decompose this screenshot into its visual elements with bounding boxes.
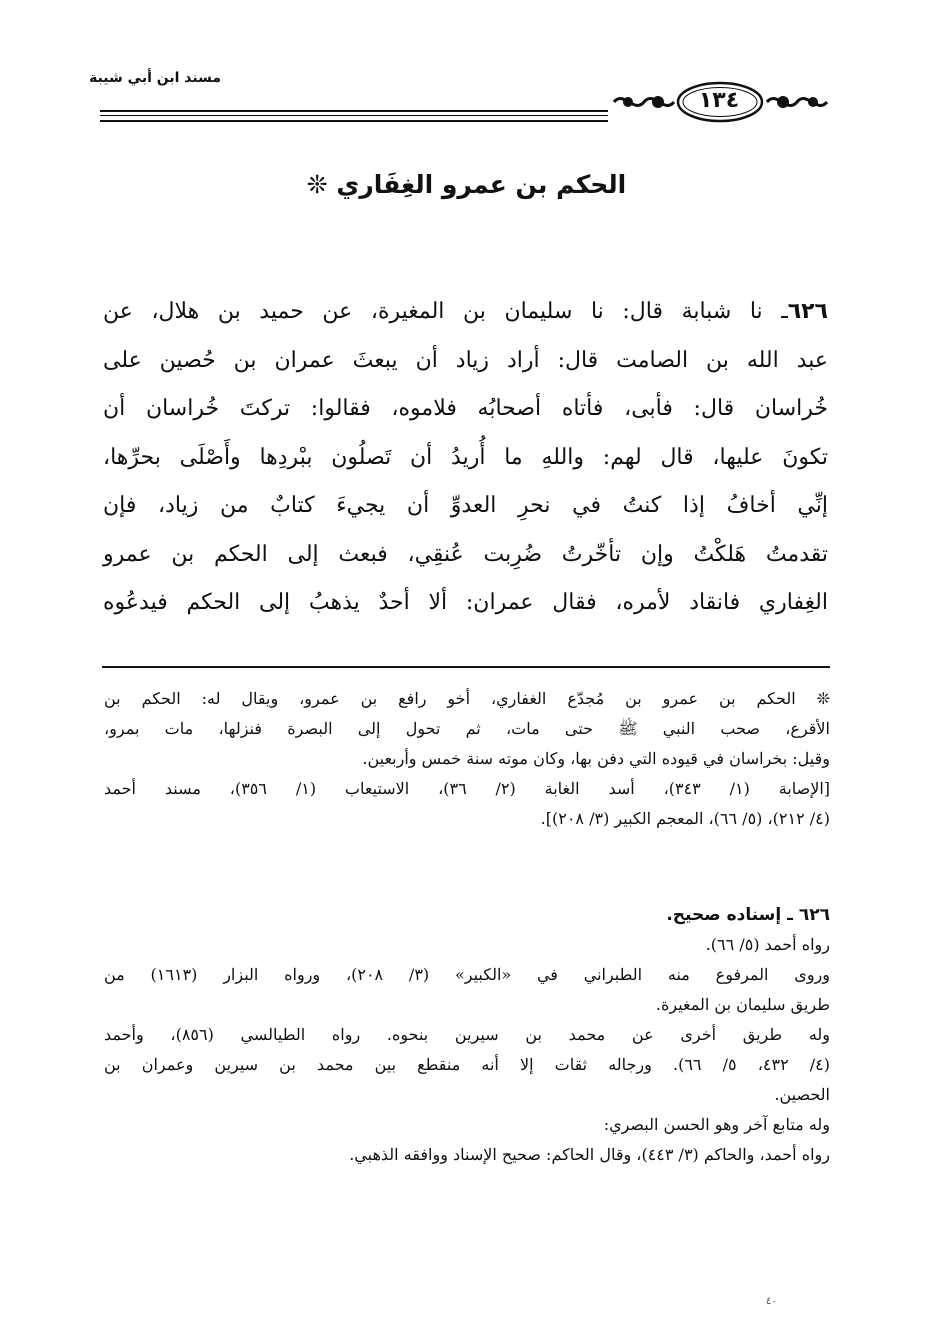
- corner-mark: ٤٠: [766, 1296, 777, 1307]
- page-number: ١٣٤: [698, 88, 740, 113]
- chapter-title: الحكم بن عمرو الغِفَاري ❊: [306, 170, 627, 199]
- footnote-line: وقيل: بخراسان في قيوده التي دفن بها، وكان موته سنة خمس وأربعين.: [362, 749, 830, 768]
- footnote-line: (٤/ ٢١٢)، (٥/ ٦٦)، المعجم الكبير (٣/ ٢٠٨)].: [540, 809, 830, 828]
- takhrij-heading: ٦٢٦ ـ إسناده صحيح.: [666, 905, 830, 925]
- footnote-line: رواه أحمد، والحاكم (٣/ ٤٤٣)، وقال الحاكم: صحيح الإسناد ووافقه الذهبي.: [349, 1145, 830, 1164]
- footnote-line: طريق سليمان بن المغيرة.: [655, 995, 830, 1014]
- footnote-line: [الإصابة (١/ ٣٤٣)، أسد الغابة (٢/ ٣٦)، الاستيعاب (١/ ٣٥٦)، مسند أحمد: [104, 779, 831, 798]
- running-head: مسند ابن أبي شيبة: [89, 70, 221, 86]
- narration-line: خُراسان قال: فأبى، فأتاه أصحابُه فلاموه، فقالوا: تركتَ خُراسان أن: [103, 396, 828, 421]
- narration-line: الغِفاري فانقاد لأمره، فقال عمران: ألا أحدٌ يذهبُ إلى الحكم فيدعُوه: [103, 590, 828, 615]
- footnote-line: وروى المرفوع منه الطبراني في «الكبير» (٣/ ٢٠٨)، ورواه البزار (١٦١٣) من: [104, 965, 831, 984]
- narration-line: إنِّي أخافُ إذا كنتُ في نحرِ العدوِّ أن يجيءَ كتابٌ من زياد، فإن: [103, 493, 828, 518]
- footnote-line: ❊ الحكم بن عمرو بن مُجدّع الغفاري، أخو رافع بن عمرو، ويقال له: الحكم بن: [104, 689, 830, 708]
- biography-footnote: [104, 684, 830, 834]
- takhrij-footnote: [104, 900, 830, 1170]
- narration-line: تكونَ عليها، قال لهم: واللهِ ما أُريدُ أن تَصلُون ببْردِها وأَصْلَى بحرِّها،: [103, 444, 828, 470]
- footnote-line: الأقرع، صحب النبي ﷺ حتى مات، ثم تحول إلى البصرة فنزلها، مات بمرو،: [104, 719, 830, 738]
- footnote-line: وله متابع آخر وهو الحسن البصري:: [603, 1115, 830, 1134]
- narration-line: ٦٢٦ـ نا شبابة قال: نا سليمان بن المغيرة، عن حميد بن هلال، عن: [103, 299, 828, 324]
- footnote-line: الحصين.: [774, 1085, 830, 1104]
- narration-line: عبد الله بن الصامت قال: أراد زياد أن يبعثَ عمران بن حُصين على: [103, 347, 828, 373]
- footnote-line: (٤/ ٤٣٢، ٥/ ٦٦). ورجاله ثقات إلا أنه منقطع بين محمد بن سيرين وعمران بن: [104, 1055, 831, 1074]
- header-rule: [100, 110, 608, 124]
- footnote-line: وله طريق أخرى عن محمد بن سيرين بنحوه. رواه الطيالسي (٨٥٦)، وأحمد: [104, 1025, 831, 1044]
- footnote-line: رواه أحمد (٥/ ٦٦).: [705, 935, 830, 954]
- narration-line: تقدمتُ هَلكْتُ وإن تأخّرتُ ضُرِبت عُنقِي، فبعث إلى الحكم بن عمرو: [103, 541, 829, 567]
- hadith-narration: [103, 288, 828, 628]
- footnote-separator: [102, 666, 830, 668]
- hadith-number: ٦٢٦: [787, 299, 828, 324]
